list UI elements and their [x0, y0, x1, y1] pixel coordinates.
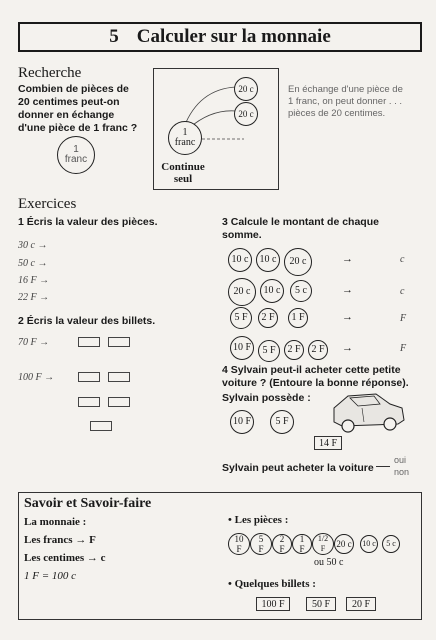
monnaie-label: La monnaie : — [24, 516, 87, 528]
billets-label: • Quelques billets : — [228, 578, 316, 590]
coin-20c-mid: 20 c — [234, 102, 258, 126]
unit: F — [400, 313, 407, 324]
ex3-label-line: 3 Calcule le montant de chaque — [222, 216, 379, 228]
coin: 20 c — [228, 278, 256, 306]
centimes-label: Les centimes → c — [24, 552, 106, 564]
coin: 2 F — [258, 308, 278, 328]
question-line: Combien de pièces de — [18, 83, 129, 95]
coin: 20 c — [284, 248, 312, 276]
coin: 5 F — [230, 307, 252, 329]
ex1-item: 50 c → — [18, 258, 48, 269]
coin-unit: F — [279, 544, 285, 554]
coin-unit: franc — [64, 154, 88, 165]
continue-line: seul — [173, 173, 193, 185]
bill: 20 F — [346, 597, 376, 611]
continue-line: Continue — [161, 161, 205, 173]
ex4-label-line: voiture ? (Entoure la bonne réponse). — [222, 377, 409, 389]
side-line: 1 franc, on peut donner . . . — [288, 96, 403, 107]
coin-value: 2 — [279, 534, 285, 544]
arrow: → — [342, 342, 353, 354]
option-oui[interactable]: oui — [394, 455, 407, 465]
page-title — [18, 22, 422, 52]
savoir-heading: Savoir et Savoir-faire — [24, 496, 152, 511]
coin-value: 1 — [182, 127, 188, 138]
toy-car-icon — [328, 388, 408, 438]
ex1-label: 1 Écris la valeur des pièces. — [18, 216, 158, 228]
coin: 1 F — [288, 308, 308, 328]
coin: 10 c — [260, 279, 284, 303]
question-line: d'une pièce de 1 franc ? — [18, 122, 138, 134]
coin: 5 F — [270, 410, 294, 434]
coin: 10 c — [228, 248, 252, 272]
coin-unit: franc — [174, 137, 196, 148]
francs-label: Les francs → F — [24, 534, 96, 546]
side-line: pièces de 20 centimes. — [288, 108, 386, 119]
coin-value: 1/2 — [317, 534, 329, 543]
ex4-label — [222, 364, 432, 390]
answer-box[interactable] — [78, 337, 100, 347]
answer-box[interactable] — [78, 397, 100, 407]
coin — [272, 534, 292, 554]
recherche-question — [18, 83, 148, 135]
coin: 5 c — [290, 280, 312, 302]
coin: 2 F — [284, 340, 304, 360]
ex1-item: 22 F → — [18, 292, 50, 303]
coin-1-franc-main — [168, 121, 202, 155]
coin-value: 1 — [73, 144, 79, 155]
ex4-label-line: 4 Sylvain peut-il acheter cette petite — [222, 364, 401, 376]
coin: 10 F — [230, 410, 254, 434]
coin: 5 c — [382, 535, 400, 553]
coin-unit: F — [236, 544, 242, 554]
coin-1-franc — [57, 136, 95, 174]
price-tag: 14 F — [314, 436, 342, 450]
coin — [312, 533, 334, 555]
unit: F — [400, 343, 407, 354]
pieces-label: • Les pièces : — [228, 514, 289, 526]
answer-box[interactable] — [90, 421, 112, 431]
ex3-label-line: somme. — [222, 229, 262, 241]
ex1-item: 16 F → — [18, 275, 50, 286]
ex2-item: 100 F → — [18, 372, 55, 383]
recherche-side-text — [288, 84, 428, 120]
exercices-heading: Exercices — [18, 196, 77, 212]
continue-seul — [158, 161, 208, 185]
ex4-possede: Sylvain possède : — [222, 392, 311, 404]
arrow: → — [342, 253, 353, 265]
arrow: → — [342, 311, 353, 323]
coin-value: 5 — [258, 534, 264, 544]
ex3-label — [222, 216, 422, 242]
recherche-heading: Recherche — [18, 65, 82, 81]
unit: c — [400, 286, 405, 297]
coin — [292, 534, 312, 554]
coin-value: 10 — [234, 534, 244, 544]
lesson-number: 5 — [109, 26, 119, 47]
coin-20c-top: 20 c — [234, 77, 258, 101]
lesson-title: Calculer sur la monnaie — [136, 26, 331, 47]
coin — [250, 533, 272, 555]
coin: 2 F — [308, 340, 328, 360]
coin: 20 c — [334, 534, 354, 554]
coin-unit: F — [299, 544, 305, 554]
ex2-label: 2 Écris la valeur des billets. — [18, 315, 156, 327]
coin: 10 c — [256, 248, 280, 272]
answer-box[interactable] — [78, 372, 100, 382]
diagram-box — [153, 68, 279, 190]
coin: 5 F — [258, 340, 280, 362]
unit: c — [400, 254, 405, 265]
option-non[interactable]: non — [394, 467, 410, 477]
coin: 10 F — [230, 336, 254, 360]
ex1-item: 30 c → — [18, 240, 48, 251]
answer-box[interactable] — [108, 372, 130, 382]
side-line: En échange d'une pièce de — [288, 84, 403, 95]
ex4-answer-text: Sylvain peut acheter la voiture — [222, 462, 374, 474]
question-line: donner en échange — [18, 109, 115, 121]
coin-unit: F — [320, 544, 326, 553]
coin-unit: F — [258, 544, 264, 554]
answer-box[interactable] — [108, 337, 130, 347]
ou-50c: ou 50 c — [314, 557, 344, 568]
bill: 50 F — [306, 597, 336, 611]
ex2-item: 70 F → — [18, 337, 50, 348]
arrow: → — [342, 284, 353, 296]
bill: 100 F — [256, 597, 290, 611]
question-line: 20 centimes peut-on — [18, 96, 120, 108]
coin-value: 1 — [299, 534, 305, 544]
answer-brace — [376, 466, 390, 467]
equation: 1 F = 100 c — [24, 570, 77, 582]
answer-box[interactable] — [108, 397, 130, 407]
coin — [228, 533, 250, 555]
coin: 10 c — [360, 535, 378, 553]
